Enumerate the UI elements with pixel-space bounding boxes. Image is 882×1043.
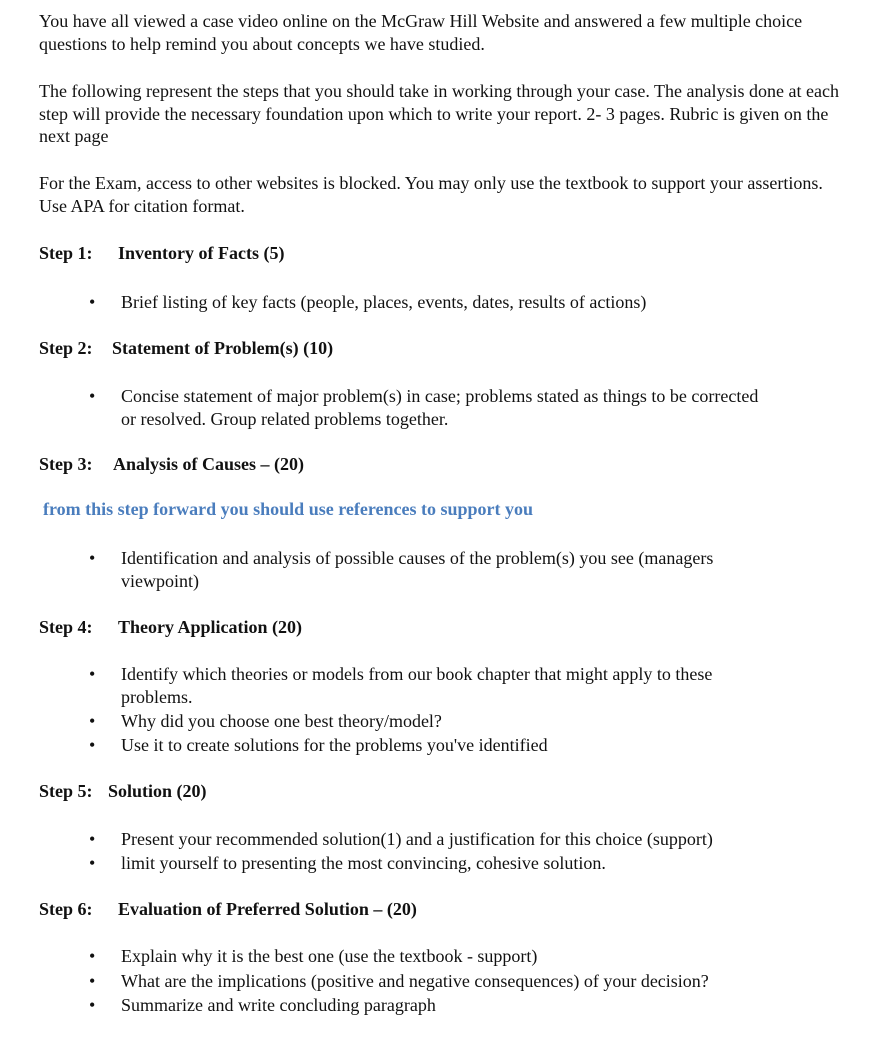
bullet-icon: •: [89, 946, 96, 966]
step-6-title: Evaluation of Preferred Solution – (20): [118, 899, 417, 919]
step-1-bullet-1: [89, 291, 789, 314]
step-6-bullet-2: [89, 970, 789, 993]
bullet-icon: •: [89, 971, 96, 991]
bullet-text: Identification and analysis of possible causes of the problem(s) you see (managers viewpoint): [121, 548, 714, 591]
step-5-heading: [39, 780, 207, 802]
step-1-label: Step 1:: [39, 243, 93, 263]
step-4-title: Theory Application (20): [118, 617, 303, 637]
step-6-bullet-3: [89, 994, 789, 1017]
step-4-bullet-1: [89, 663, 789, 708]
step-5-bullet-1: [89, 828, 789, 851]
bullet-text: Present your recommended solution(1) and a justification for this choice (support): [121, 829, 713, 849]
bullet-icon: •: [89, 292, 96, 312]
step-3-heading: [39, 453, 304, 475]
bullet-icon: •: [89, 664, 96, 684]
intro-paragraph-3: For the Exam, access to other websites is blocked. You may only use the textbook to support your assertions. Use APA for citation format.: [39, 173, 823, 216]
step-4-label: Step 4:: [39, 617, 93, 637]
step-5-title: Solution (20): [108, 781, 207, 801]
intro-paragraph-1: You have all viewed a case video online on the McGraw Hill Website and answered a few multiple choice questions to help remind you about concepts we have studied.: [39, 11, 803, 54]
step-2-heading: [39, 337, 333, 359]
intro-paragraph-2: The following represent the steps that you should take in working through your case. The analysis done at each step will provide the necessary foundation upon which to write your report. 2- 3 pages. Rubric is given on the next page: [39, 81, 839, 146]
step-4-heading: [39, 616, 302, 638]
bullet-text: Brief listing of key facts (people, places, events, dates, results of actions): [121, 292, 647, 312]
bullet-icon: •: [89, 711, 96, 731]
step-6-bullet-1: [89, 945, 789, 968]
step-4-bullet-2: [89, 710, 789, 733]
step-2-label: Step 2:: [39, 338, 93, 358]
bullet-text: limit yourself to presenting the most convincing, cohesive solution.: [121, 853, 606, 873]
step-6-heading: [39, 898, 417, 920]
bullet-text: What are the implications (positive and negative consequences) of your decision?: [121, 971, 709, 991]
step-3-title: Analysis of Causes – (20): [113, 454, 305, 474]
step-3-label: Step 3:: [39, 454, 93, 474]
bullet-text: Concise statement of major problem(s) in case; problems stated as things to be corrected or resolved. Group related problems together.: [121, 386, 759, 429]
bullet-icon: •: [89, 853, 96, 873]
bullet-icon: •: [89, 548, 96, 568]
step-3-bullet-1: [89, 547, 789, 592]
bullet-text: Explain why it is the best one (use the textbook - support): [121, 946, 538, 966]
bullet-icon: •: [89, 386, 96, 406]
bullet-text: Why did you choose one best theory/model?: [121, 711, 442, 731]
step-5-bullet-2: [89, 852, 789, 875]
step-2-bullet-1: [89, 385, 789, 430]
step-1-heading: [39, 242, 284, 264]
step-6-label: Step 6:: [39, 899, 93, 919]
bullet-icon: •: [89, 829, 96, 849]
bullet-icon: •: [89, 995, 96, 1015]
step-1-title: Inventory of Facts (5): [118, 243, 285, 263]
bullet-text: Summarize and write concluding paragraph: [121, 995, 436, 1015]
step-4-bullet-3: [89, 734, 789, 757]
bullet-text: Use it to create solutions for the problems you've identified: [121, 735, 548, 755]
step-5-label: Step 5:: [39, 781, 93, 801]
step-2-title: Statement of Problem(s) (10): [112, 338, 334, 358]
bullet-text: Identify which theories or models from our book chapter that might apply to these problems.: [121, 664, 713, 707]
step-3-reference-note: from this step forward you should use references to support you: [43, 499, 534, 519]
bullet-icon: •: [89, 735, 96, 755]
